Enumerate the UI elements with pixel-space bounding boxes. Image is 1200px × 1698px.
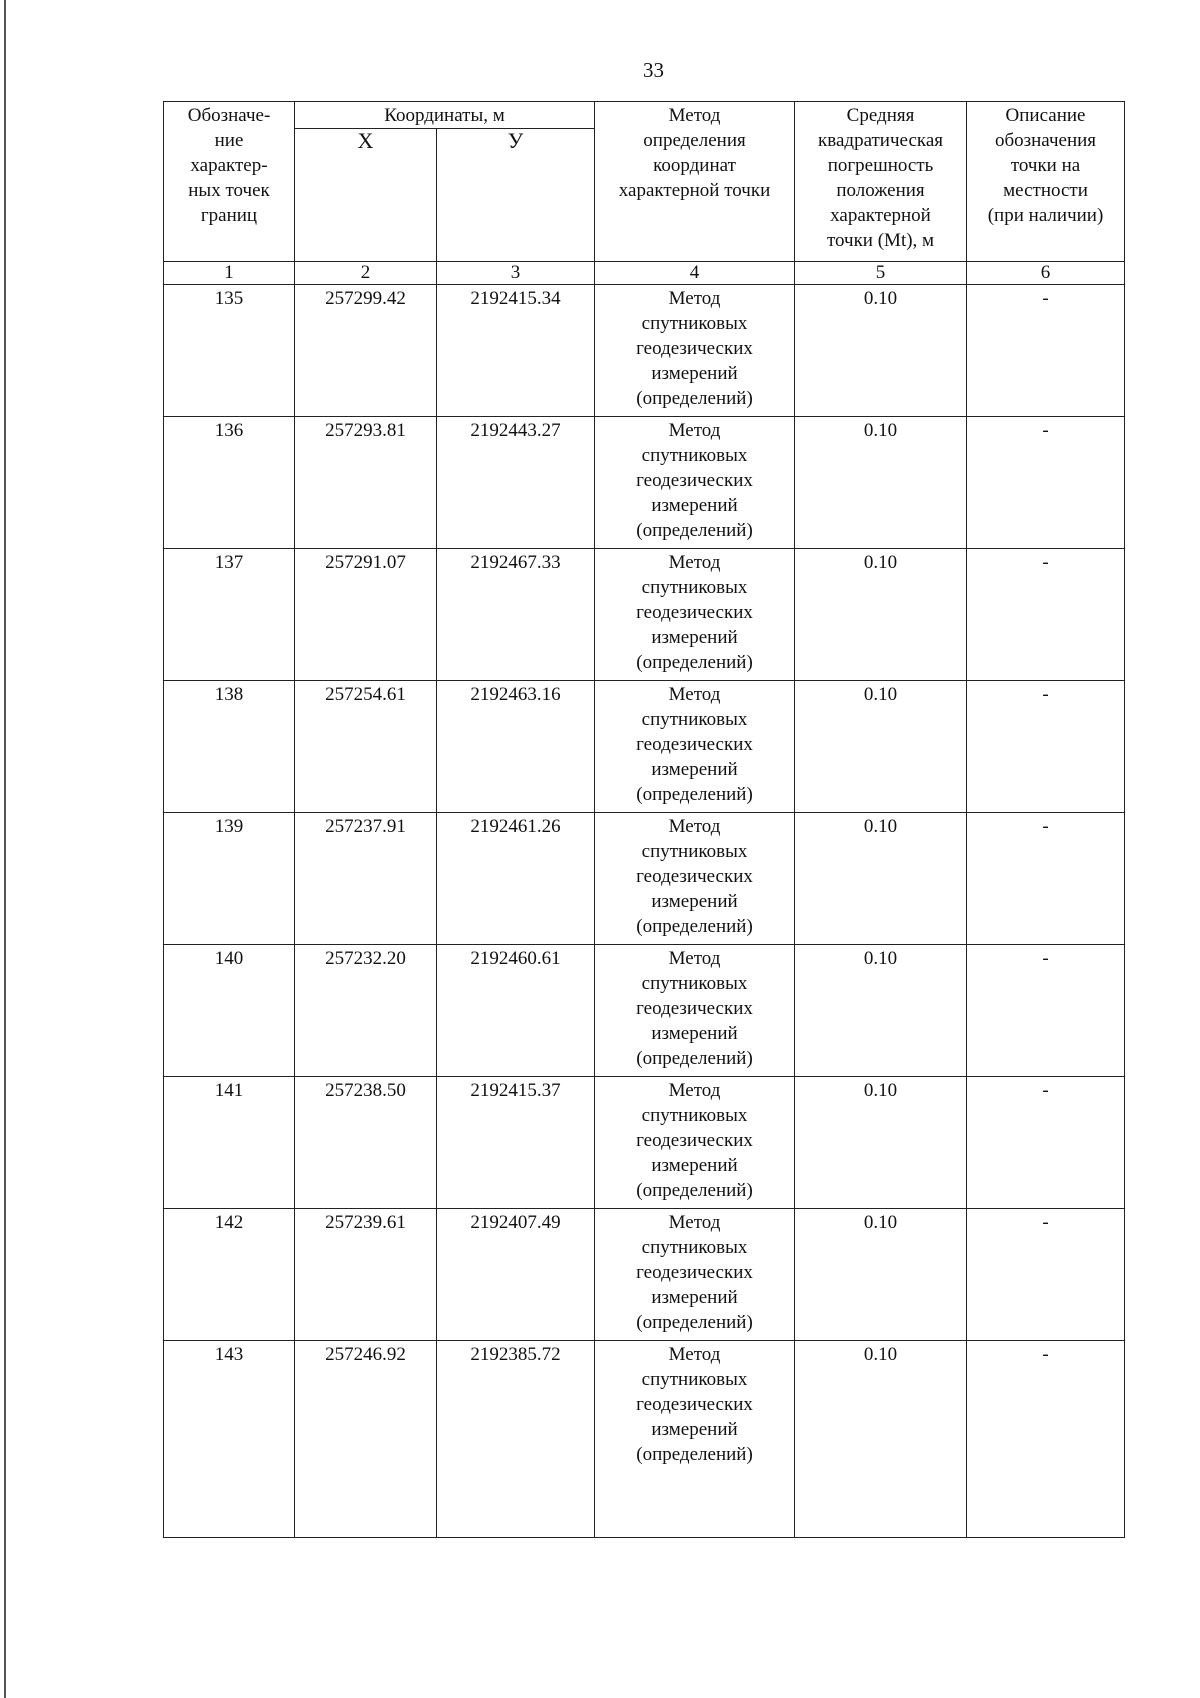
method-line: (определений) — [636, 652, 753, 673]
description-cell: - — [967, 813, 1125, 945]
method-line: измерений — [651, 363, 738, 384]
method-line: спутниковых — [641, 313, 748, 334]
table-row — [164, 1341, 1125, 1538]
y-coordinate-cell: 2192415.37 — [437, 1077, 595, 1209]
y-coordinate-cell: 2192461.26 — [437, 813, 595, 945]
method-line: (определений) — [636, 1180, 753, 1201]
header-x: X — [295, 129, 437, 262]
method-line: (определений) — [636, 388, 753, 409]
error-cell: 0.10 — [795, 285, 967, 417]
method-line: Метод — [668, 948, 721, 969]
point-id-cell: 139 — [164, 813, 295, 945]
x-coordinate-cell: 257239.61 — [295, 1209, 437, 1341]
method-line: спутниковых — [641, 973, 748, 994]
method-line: Метод — [668, 420, 721, 441]
method-cell — [595, 945, 795, 1077]
method-cell — [595, 285, 795, 417]
method-line: (определений) — [636, 916, 753, 937]
error-cell: 0.10 — [795, 549, 967, 681]
method-cell — [595, 417, 795, 549]
method-line: спутниковых — [641, 1369, 748, 1390]
x-coordinate-cell: 257232.20 — [295, 945, 437, 1077]
column-number: 6 — [967, 262, 1125, 285]
point-id-cell: 142 — [164, 1209, 295, 1341]
description-cell: - — [967, 1341, 1125, 1538]
error-cell: 0.10 — [795, 945, 967, 1077]
coordinates-table — [163, 101, 1125, 1538]
point-id-cell: 141 — [164, 1077, 295, 1209]
method-line: геодезических — [636, 1130, 753, 1151]
description-cell: - — [967, 417, 1125, 549]
method-line: измерений — [651, 759, 738, 780]
x-coordinate-cell: 257237.91 — [295, 813, 437, 945]
method-cell — [595, 1209, 795, 1341]
point-id-cell: 140 — [164, 945, 295, 1077]
header-coordinates: Координаты, м — [295, 102, 595, 129]
table-row — [164, 813, 1125, 945]
method-line: измерений — [651, 1287, 738, 1308]
error-cell: 0.10 — [795, 1077, 967, 1209]
method-cell — [595, 813, 795, 945]
column-number: 4 — [595, 262, 795, 285]
method-line: спутниковых — [641, 1237, 748, 1258]
method-line: Метод — [668, 288, 721, 309]
error-cell: 0.10 — [795, 681, 967, 813]
description-cell: - — [967, 1209, 1125, 1341]
method-line: (определений) — [636, 1312, 753, 1333]
method-line: Метод — [668, 1212, 721, 1233]
y-coordinate-cell: 2192407.49 — [437, 1209, 595, 1341]
method-line: геодезических — [636, 1394, 753, 1415]
method-line: (определений) — [636, 1048, 753, 1069]
column-number: 1 — [164, 262, 295, 285]
column-number: 5 — [795, 262, 967, 285]
y-coordinate-cell: 2192415.34 — [437, 285, 595, 417]
method-line: измерений — [651, 627, 738, 648]
point-id-cell: 137 — [164, 549, 295, 681]
table-row — [164, 285, 1125, 417]
method-line: Метод — [668, 1344, 721, 1365]
method-line: геодезических — [636, 1262, 753, 1283]
table-row — [164, 945, 1125, 1077]
method-line: измерений — [651, 495, 738, 516]
method-line: геодезических — [636, 470, 753, 491]
method-line: спутниковых — [641, 1105, 748, 1126]
method-line: спутниковых — [641, 709, 748, 730]
header-error: Средняя квадратическая погрешность положения характерной точки (Mt), м — [795, 102, 967, 262]
column-number: 2 — [295, 262, 437, 285]
method-line: Метод — [668, 816, 721, 837]
y-coordinate-cell: 2192443.27 — [437, 417, 595, 549]
header-designation: Обозначе- ние характер- ных точек границ — [164, 102, 295, 262]
description-cell: - — [967, 1077, 1125, 1209]
column-number: 3 — [437, 262, 595, 285]
error-cell: 0.10 — [795, 417, 967, 549]
method-line: (определений) — [636, 520, 753, 541]
table-row — [164, 681, 1125, 813]
point-id-cell: 143 — [164, 1341, 295, 1538]
method-line: Метод — [668, 1080, 721, 1101]
description-cell: - — [967, 549, 1125, 681]
x-coordinate-cell: 257299.42 — [295, 285, 437, 417]
table-row — [164, 1209, 1125, 1341]
x-coordinate-cell: 257238.50 — [295, 1077, 437, 1209]
point-id-cell: 136 — [164, 417, 295, 549]
method-line: Метод — [668, 684, 721, 705]
x-coordinate-cell: 257293.81 — [295, 417, 437, 549]
point-id-cell: 135 — [164, 285, 295, 417]
table-row — [164, 1077, 1125, 1209]
method-cell — [595, 1341, 795, 1538]
header-y: У — [437, 129, 595, 262]
method-line: геодезических — [636, 602, 753, 623]
method-line: геодезических — [636, 734, 753, 755]
x-coordinate-cell: 257246.92 — [295, 1341, 437, 1538]
method-cell — [595, 1077, 795, 1209]
page-edge-line — [4, 0, 6, 1698]
method-line: измерений — [651, 1419, 738, 1440]
method-line: спутниковых — [641, 445, 748, 466]
method-line: геодезических — [636, 866, 753, 887]
description-cell: - — [967, 945, 1125, 1077]
error-cell: 0.10 — [795, 1341, 967, 1538]
method-line: Метод — [668, 552, 721, 573]
table-row — [164, 549, 1125, 681]
x-coordinate-cell: 257254.61 — [295, 681, 437, 813]
header-method: Метод определения координат характерной точки — [595, 102, 795, 262]
description-cell: - — [967, 681, 1125, 813]
method-line: измерений — [651, 891, 738, 912]
column-numbers-row — [164, 262, 1125, 285]
method-line: спутниковых — [641, 841, 748, 862]
table-row — [164, 417, 1125, 549]
point-id-cell: 138 — [164, 681, 295, 813]
method-line: (определений) — [636, 784, 753, 805]
method-line: измерений — [651, 1023, 738, 1044]
method-cell — [595, 549, 795, 681]
header-description: Описание обозначения точки на местности (при наличии) — [967, 102, 1125, 262]
table-header-row — [164, 102, 1125, 129]
method-line: (определений) — [636, 1444, 753, 1465]
x-coordinate-cell: 257291.07 — [295, 549, 437, 681]
error-cell: 0.10 — [795, 1209, 967, 1341]
method-line: геодезических — [636, 338, 753, 359]
error-cell: 0.10 — [795, 813, 967, 945]
y-coordinate-cell: 2192385.72 — [437, 1341, 595, 1538]
y-coordinate-cell: 2192463.16 — [437, 681, 595, 813]
method-line: измерений — [651, 1155, 738, 1176]
method-line: спутниковых — [641, 577, 748, 598]
y-coordinate-cell: 2192460.61 — [437, 945, 595, 1077]
method-cell — [595, 681, 795, 813]
description-cell: - — [967, 285, 1125, 417]
method-line: геодезических — [636, 998, 753, 1019]
page-number: 33 — [643, 58, 664, 82]
y-coordinate-cell: 2192467.33 — [437, 549, 595, 681]
